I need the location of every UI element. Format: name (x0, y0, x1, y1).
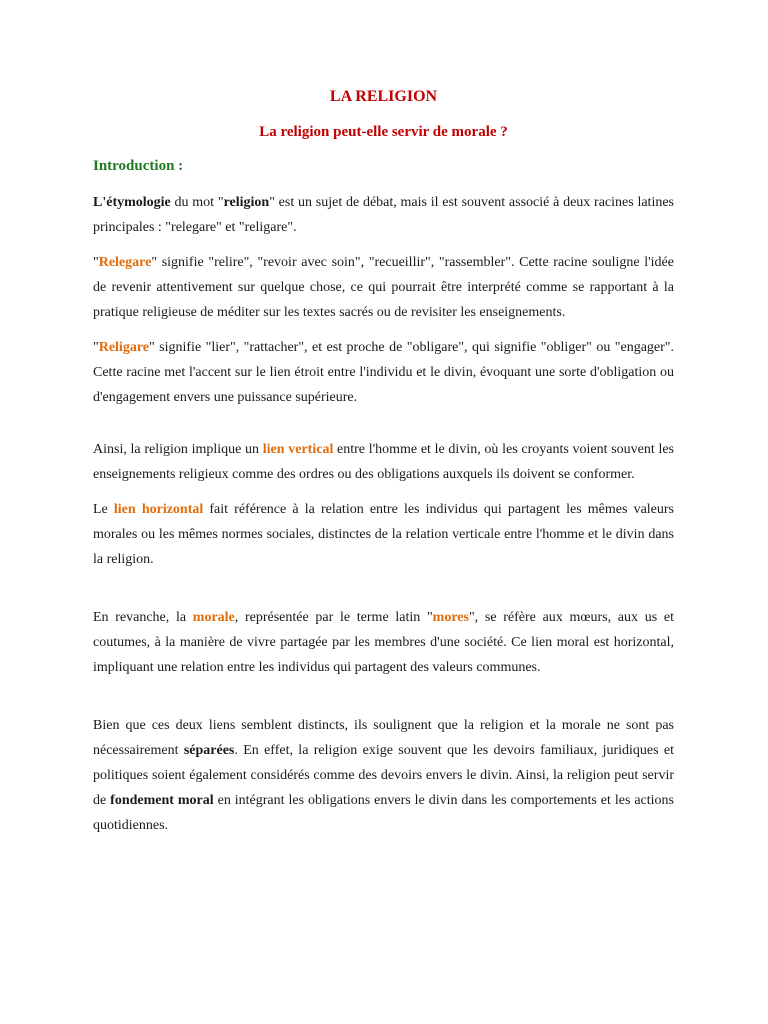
text-run: Ainsi, la religion implique un (93, 442, 263, 457)
text-run: " (93, 340, 99, 355)
term-relegare: Relegare (98, 255, 152, 270)
term-etymologie: L'étymologie (93, 195, 171, 210)
term-religion: religion (223, 195, 270, 210)
paragraph-religare (93, 335, 674, 410)
section-heading-introduction: Introduction : (93, 158, 184, 174)
text-run: fait référence à la relation entre les individus qui partagent les mêmes valeurs morales ou les mêmes normes sociales, distinctes de la relation verticale entre l'homme et le divin dans la religion. (93, 502, 675, 567)
paragraph-etymology (93, 190, 674, 240)
text-run: en intégrant les obligations envers le divin dans les comportements et les actions quotidiennes. (93, 793, 674, 833)
text-run: " signifie "lier", "rattacher", et est proche de "obligare", qui signifie "obliger" ou "engager". Cette racine met l'accent sur le lien étroit entre l'individu et le divin, évoquant une sorte d'obligation ou d'engagement envers une puissance supérieure. (93, 340, 674, 405)
text-run: ", se réfère aux mœurs, aux us et coutumes, à la manière de vivre partagée par les membres d'une société. Ce lien moral est horizontal, impliquant une relation entre les individus qui partagent des valeurs communes. (93, 610, 674, 675)
text-run: Le (93, 502, 114, 517)
term-mores: mores (432, 610, 469, 625)
text-run: Bien que ces deux liens semblent distincts, ils soulignent que la religion et la morale ne sont pas nécessairement (93, 718, 674, 758)
document-title: LA RELIGION (329, 88, 438, 105)
paragraph-lien-horizontal (93, 497, 674, 572)
document-page (93, 86, 674, 848)
text-run: du mot " (170, 195, 224, 210)
text-run: " signifie "relire", "revoir avec soin", "recueillir", "rassembler". Cette racine souligne l'idée de revenir attentivement sur quelque chose, ce qui pourrait être interprété comme se rapportant à la pratique religieuse de méditer sur les textes sacrés ou de revisiter les enseignements. (93, 255, 674, 320)
paragraph-relegare (93, 250, 674, 325)
text-run: " est un sujet de débat, mais il est souvent associé à deux racines latines principales : "relegare" et "religare". (93, 195, 675, 235)
term-lien-vertical: lien vertical (262, 442, 334, 457)
term-morale: morale (192, 610, 235, 625)
text-run: . En effet, la religion exige souvent que les devoirs familiaux, juridiques et politiques soient également considérés comme des devoirs envers le divin. Ainsi, la religion peut servir de (93, 743, 674, 808)
term-separees: séparées (183, 743, 235, 758)
paragraph-conclusion (93, 713, 674, 838)
paragraph-lien-vertical (93, 437, 674, 487)
text-run: entre l'homme et le divin, où les croyants voient souvent les enseignements religieux comme des ordres ou des obligations auxquels ils doivent se conformer. (93, 442, 674, 482)
term-fondement-moral: fondement moral (110, 793, 214, 808)
paragraph-morale (93, 605, 674, 680)
term-religare: Religare (98, 340, 149, 355)
text-run: , représentée par le terme latin " (234, 610, 433, 625)
text-run: " (93, 255, 99, 270)
text-run: En revanche, la (93, 610, 193, 625)
term-lien-horizontal: lien horizontal (113, 502, 204, 517)
document-subtitle: La religion peut-elle servir de morale ? (259, 124, 508, 140)
